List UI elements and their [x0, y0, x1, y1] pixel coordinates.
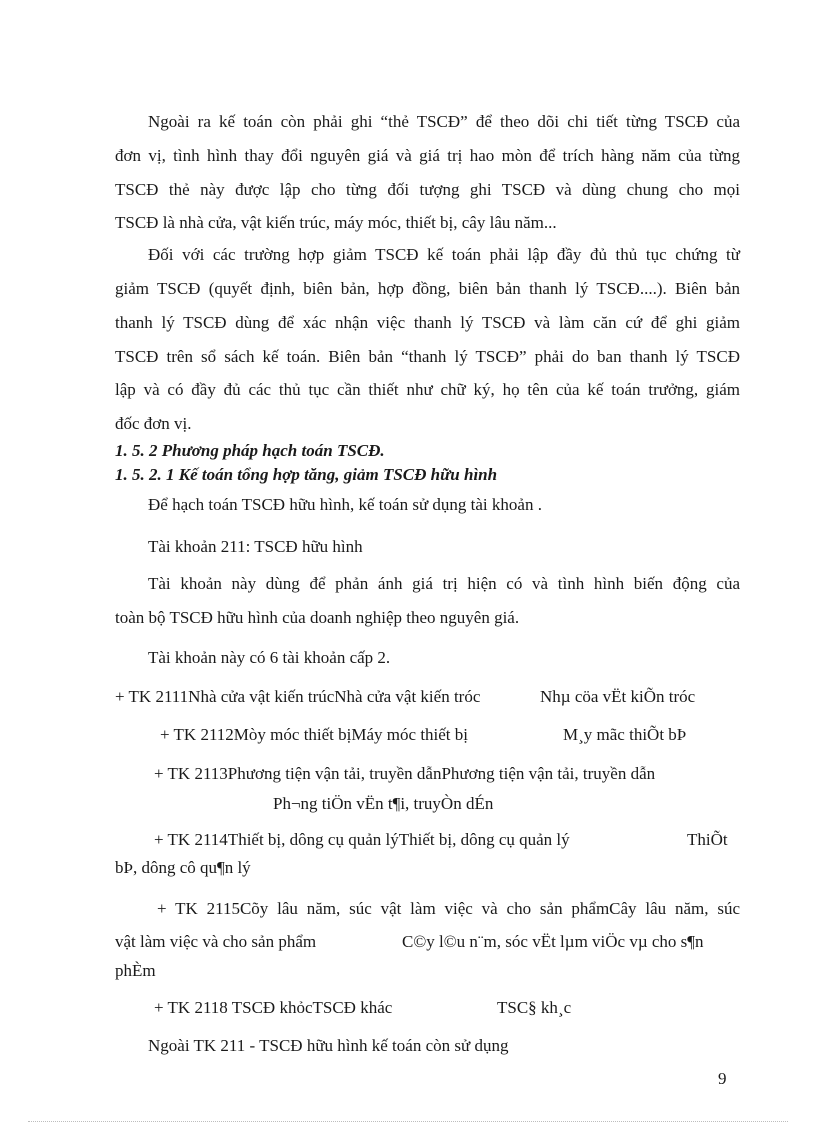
page-border: [28, 1121, 788, 1122]
account-item: + TK 2115Cõy lâu năm, súc vật làm việc và cho sản phẩmCây lâu năm, súc: [157, 899, 740, 918]
account-item-garbled: M¸y mãc thiÕt bÞ: [563, 725, 687, 744]
account-item: + TK 2111Nhà cửa vật kiến trúcNhà cửa vật kiến tróc: [115, 687, 481, 706]
account-item: + TK 2114Thiết bị, dông cụ quản lýThiết bị, dông cụ quản lý: [154, 830, 570, 849]
account-item: vật làm việc và cho sản phẩm: [115, 932, 317, 951]
paragraph-line: thanh lý TSCĐ dùng để xác nhận việc thanh lý TSCĐ và làm căn cứ để ghi giảm: [115, 313, 740, 332]
paragraph-line: Tài khoản 211: TSCĐ hữu hình: [148, 537, 363, 556]
subsection-heading: 1. 5. 2. 1 Kế toán tổng hợp tăng, giảm TSCĐ hữu hình: [115, 465, 498, 484]
section-heading: 1. 5. 2 Phương pháp hạch toán TSCĐ.: [115, 441, 385, 460]
paragraph-line: Để hạch toán TSCĐ hữu hình, kế toán sử dụng tài khoản .: [148, 495, 542, 514]
account-item-garbled: phÈm: [115, 961, 156, 980]
account-item: + TK 2112Mòy móc thiết bịMáy móc thiết bị: [160, 725, 469, 744]
account-item: + TK 2118 TSCĐ khỏcTSCĐ khác: [154, 998, 393, 1017]
paragraph-line: TSCĐ là nhà cửa, vật kiến trúc, máy móc, thiết bị, cây lâu năm...: [115, 213, 557, 232]
account-item-garbled: C©y l©u n¨m, sóc vËt lµm viÖc vµ cho s¶n: [402, 932, 704, 951]
paragraph-line: đốc đơn vị.: [115, 414, 192, 433]
paragraph-line: TSCĐ thẻ này được lập cho từng đối tượng ghi TSCĐ và dùng chung cho mọi: [115, 180, 740, 199]
paragraph-line: toàn bộ TSCĐ hữu hình của doanh nghiệp theo nguyên giá.: [115, 608, 520, 627]
account-item-garbled: Ph¬ng tiÖn vËn t¶i, truyÒn dÉn: [273, 794, 494, 813]
paragraph-line: Ngoài ra kế toán còn phải ghi “thẻ TSCĐ” để theo dõi chi tiết từng TSCĐ của: [148, 112, 740, 131]
page-number: 9: [718, 1069, 727, 1088]
paragraph-line: Đối với các trường hợp giảm TSCĐ kế toán phải lập đầy đủ thủ tục chứng từ: [148, 245, 740, 264]
paragraph-line: TSCĐ trên sổ sách kế toán. Biên bản “thanh lý TSCĐ” phải do ban thanh lý TSCĐ: [115, 347, 740, 366]
account-item-garbled: ThiÕt: [687, 830, 728, 849]
paragraph-line: đơn vị, tình hình thay đổi nguyên giá và giá trị hao mòn để trích hàng năm của từng: [115, 146, 740, 165]
account-item-garbled: bÞ, dông cô qu¶n lý: [115, 858, 251, 877]
paragraph-line: Tài khoản này có 6 tài khoản cấp 2.: [148, 648, 391, 667]
paragraph-line: Ngoài TK 211 - TSCĐ hữu hình kế toán còn sử dụng: [148, 1036, 509, 1055]
paragraph-line: giảm TSCĐ (quyết định, biên bản, hợp đồng, biên bản thanh lý TSCĐ....). Biên bản: [115, 279, 740, 298]
paragraph-line: lập và có đầy đủ các thủ tục cần thiết như chữ ký, họ tên của kế toán trưởng, giám: [115, 380, 740, 399]
account-item-garbled: Nhµ cöa vËt kiÕn tróc: [540, 687, 696, 706]
paragraph-line: Tài khoản này dùng để phản ánh giá trị hiện có và tình hình biến động của: [148, 574, 740, 593]
account-item-garbled: TSC§ kh¸c: [497, 998, 572, 1017]
account-item: + TK 2113Phương tiện vận tải, truyền dẫnPhương tiện vận tải, truyền dẫn: [154, 764, 656, 783]
